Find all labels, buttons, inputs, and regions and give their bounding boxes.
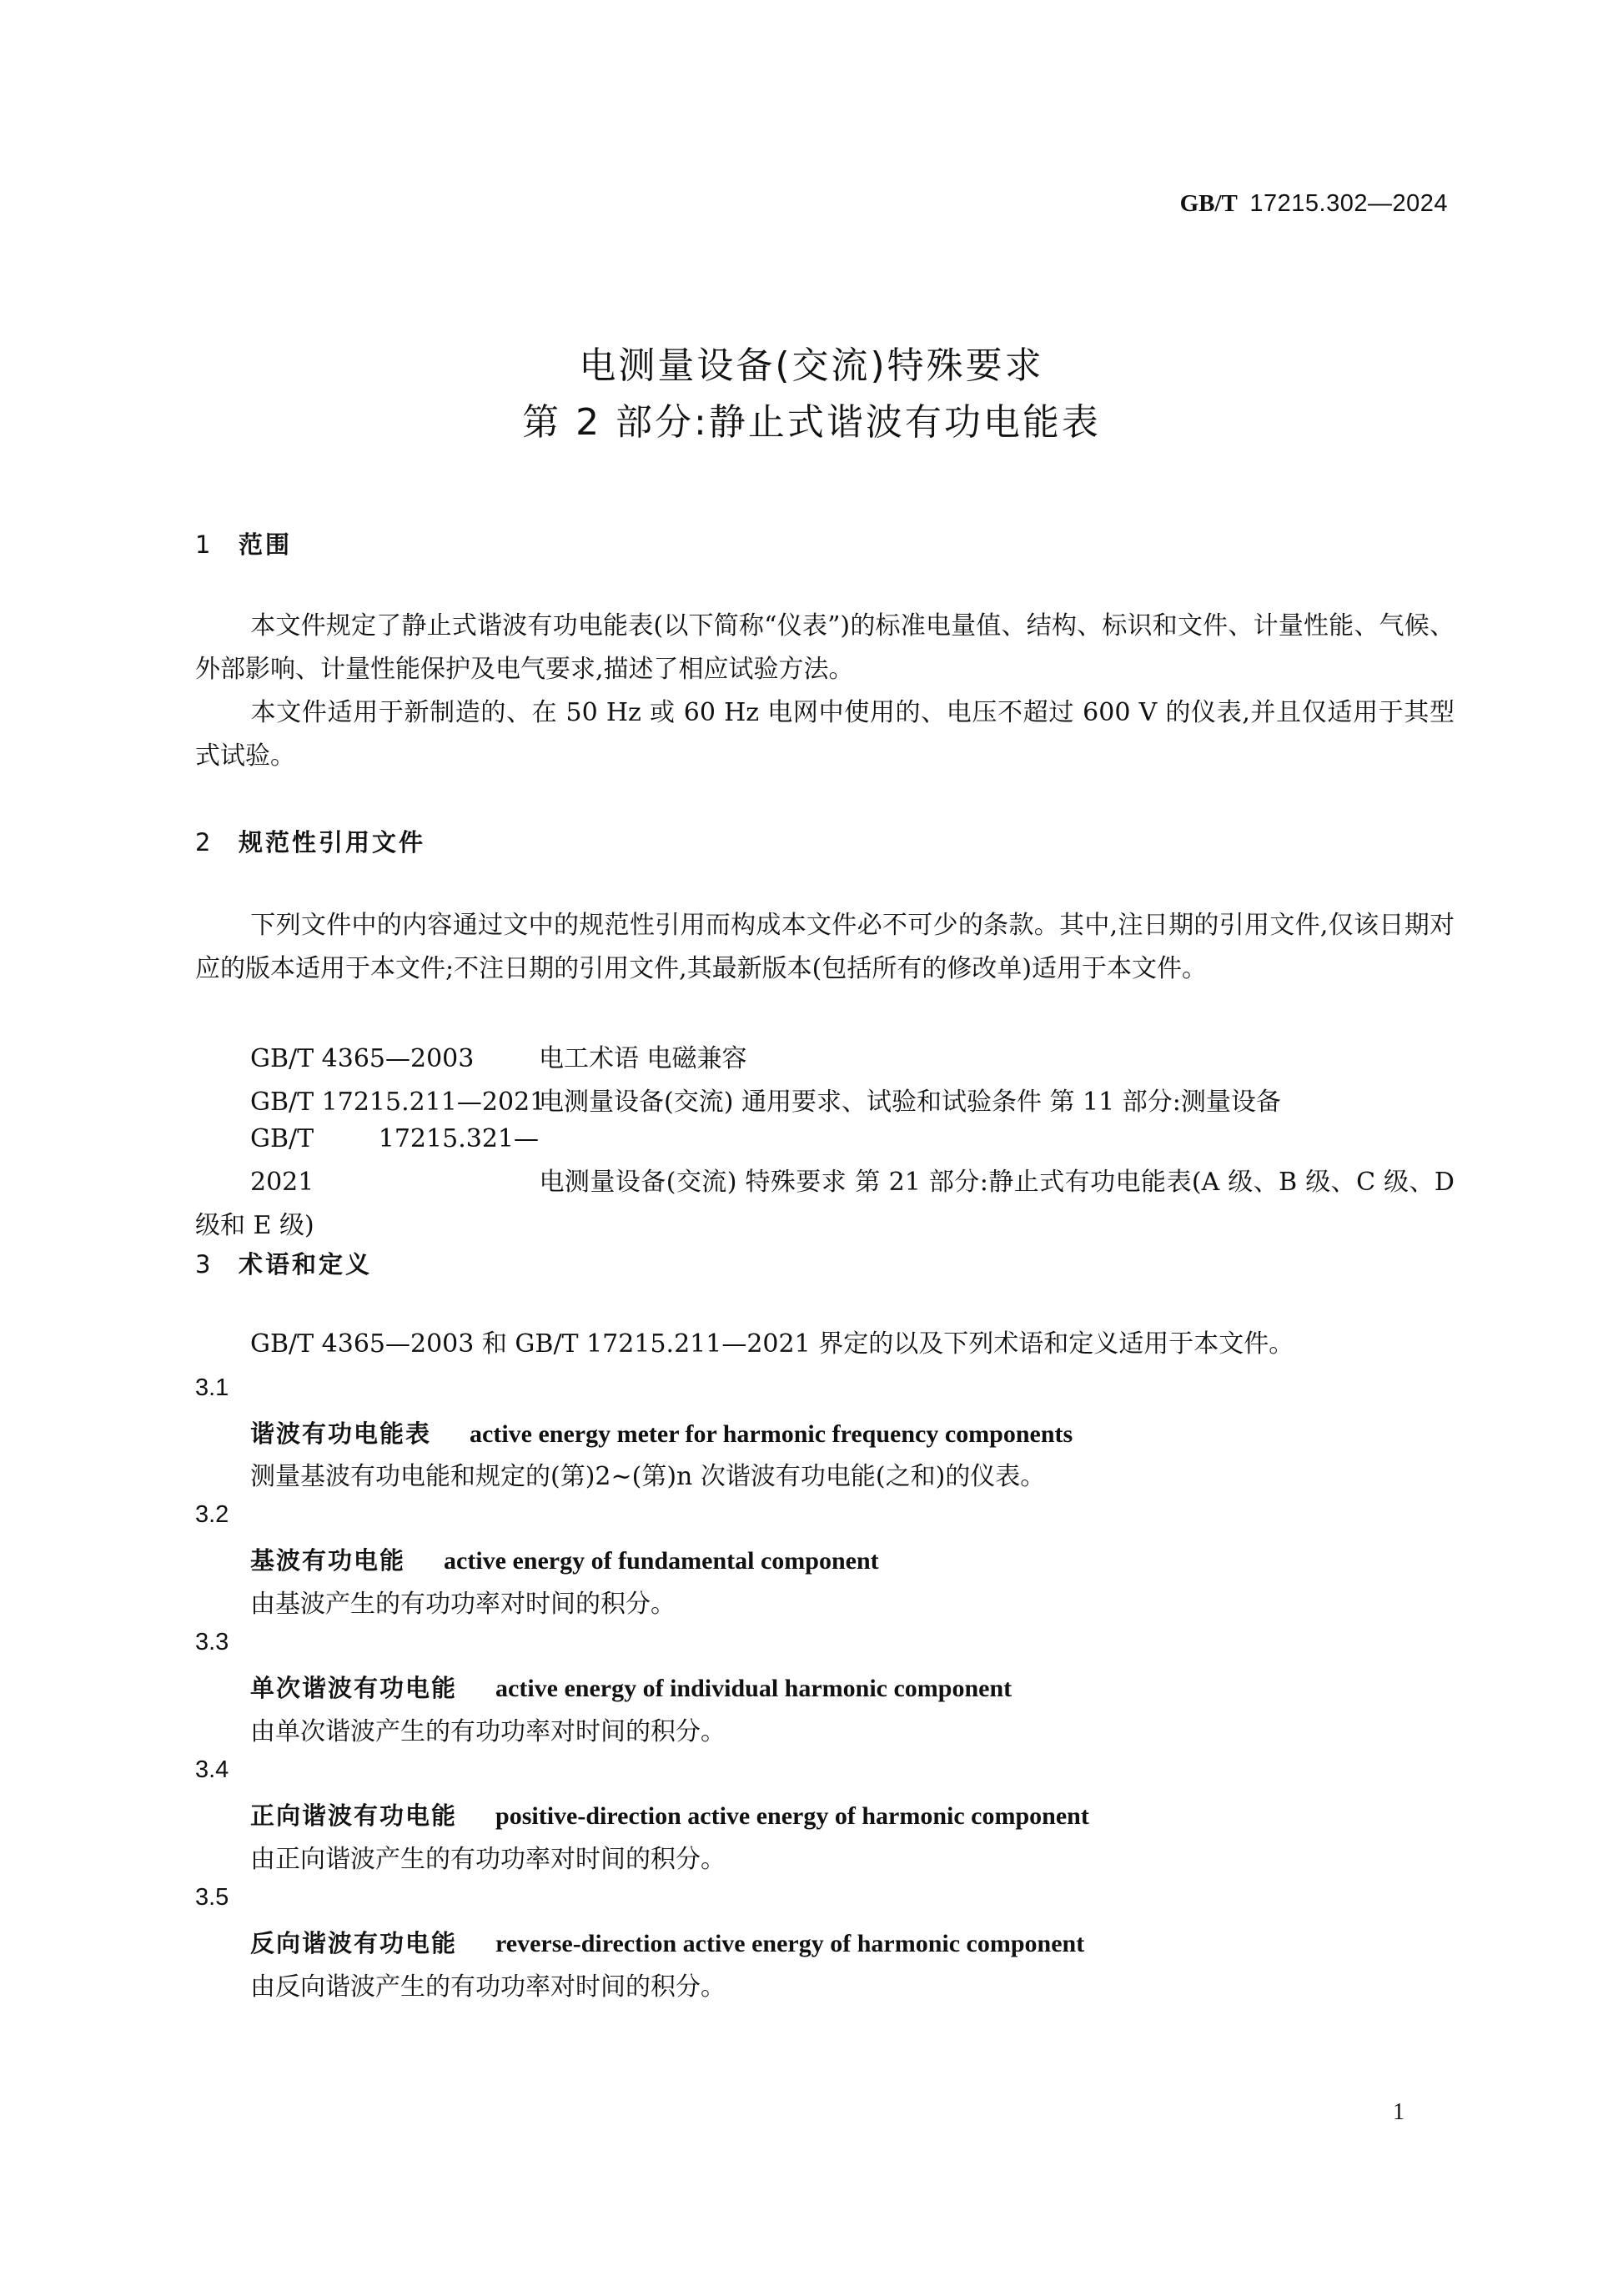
term-number: 3.5 [195,1884,229,1911]
term-number: 3.1 [195,1374,229,1401]
paragraph-text: 本文件适用于新制造的、在 50 Hz 或 60 Hz 电网中使用的、电压不超过 600 V 的仪表,并且仅适用于其型式试验。 [195,698,1455,771]
term-definition: 由反向谐波产生的有功功率对时间的积分。 [250,1972,726,2002]
document-title-line1: 电测量设备(交流)特殊要求 [579,344,1044,387]
reference-code: GB/T 17215.321—2021 [250,1124,539,1197]
term-definition: 由基波产生的有功功率对时间的积分。 [250,1590,676,1619]
term-chinese: 谐波有功电能表 [250,1419,432,1448]
section-title: 术语和定义 [239,1250,373,1279]
term-english: reverse-direction active energy of harmonic component [495,1930,1085,1957]
term-chinese: 正向谐波有功电能 [250,1801,458,1830]
section-title: 规范性引用文件 [239,828,426,857]
reference-title: 电测量设备(交流) 特殊要求 第 21 部分:静止式有功电能表(A 级、B 级、C 级、D 级和 E 级) [195,1168,1455,1240]
term-number: 3.2 [195,1501,229,1528]
section-number: 1 [195,530,214,559]
standard-code: 17215.302—2024 [1249,190,1448,217]
paragraph [195,1323,1455,1366]
term-definition: 测量基波有功电能和规定的(第)2~(第)n 次谐波有功电能(之和)的仪表。 [250,1462,1046,1491]
section-heading-scope [195,526,292,560]
term-chinese: 反向谐波有功电能 [250,1929,458,1957]
reference-item [250,1037,747,1074]
term-number: 3.4 [195,1756,229,1783]
reference-title: 电工术语 电磁兼容 [539,1044,747,1073]
paragraph [195,904,1455,991]
page-number: 1 [1393,2099,1404,2125]
term-heading [250,1542,879,1576]
term-definition: 由单次谐波产生的有功功率对时间的积分。 [250,1717,726,1746]
term-heading [250,1925,1084,1959]
section-number: 2 [195,828,214,857]
standard-prefix: GB/T [1179,190,1238,217]
term-heading [250,1670,1012,1704]
section-number: 3 [195,1250,214,1279]
term-english: active energy meter for harmonic frequency components [470,1420,1073,1448]
term-heading [250,1797,1089,1831]
section-heading-normative-references [195,824,425,858]
reference-item [195,1118,1455,1248]
term-number: 3.3 [195,1629,229,1655]
paragraph-text: 下列文件中的内容通过文中的规范性引用而构成本文件必不可少的条款。其中,注日期的引用文件,仅该日期对应的版本适用于本文件;不注日期的引用文件,其最新版本(包括所有的修改单)适用于本文件。 [195,911,1455,983]
term-chinese: 基波有功电能 [250,1546,406,1575]
paragraph-text: GB/T 4365—2003 和 GB/T 17215.211—2021 界定的以及下列术语和定义适用于本文件。 [250,1329,1294,1359]
term-chinese: 单次谐波有功电能 [250,1674,458,1702]
reference-title: 电测量设备(交流) 通用要求、试验和试验条件 第 11 部分:测量设备 [539,1088,1281,1117]
reference-code: GB/T 4365—2003 [250,1044,475,1073]
term-english: active energy of individual harmonic component [495,1675,1012,1702]
reference-item [250,1081,1281,1118]
term-english: active energy of fundamental component [444,1547,879,1575]
document-title-line2: 第 2 部分:静止式谐波有功电能表 [522,401,1101,444]
term-english: positive-direction active energy of harmonic component [495,1802,1089,1830]
term-heading [250,1415,1073,1449]
term-definition: 由正向谐波产生的有功功率对时间的积分。 [250,1845,726,1874]
paragraph-text: 本文件规定了静止式谐波有功电能表(以下简称“仪表”)的标准电量值、结构、标识和文件、计量性能、气候、外部影响、计量性能保护及电气要求,描述了相应试验方法。 [195,611,1455,684]
standard-number [1180,190,1448,218]
section-heading-terms-and-definitions [195,1246,372,1280]
paragraph [195,691,1455,778]
section-title: 范围 [239,530,293,559]
paragraph [195,605,1455,691]
reference-code: GB/T 17215.211—2021 [250,1088,546,1117]
